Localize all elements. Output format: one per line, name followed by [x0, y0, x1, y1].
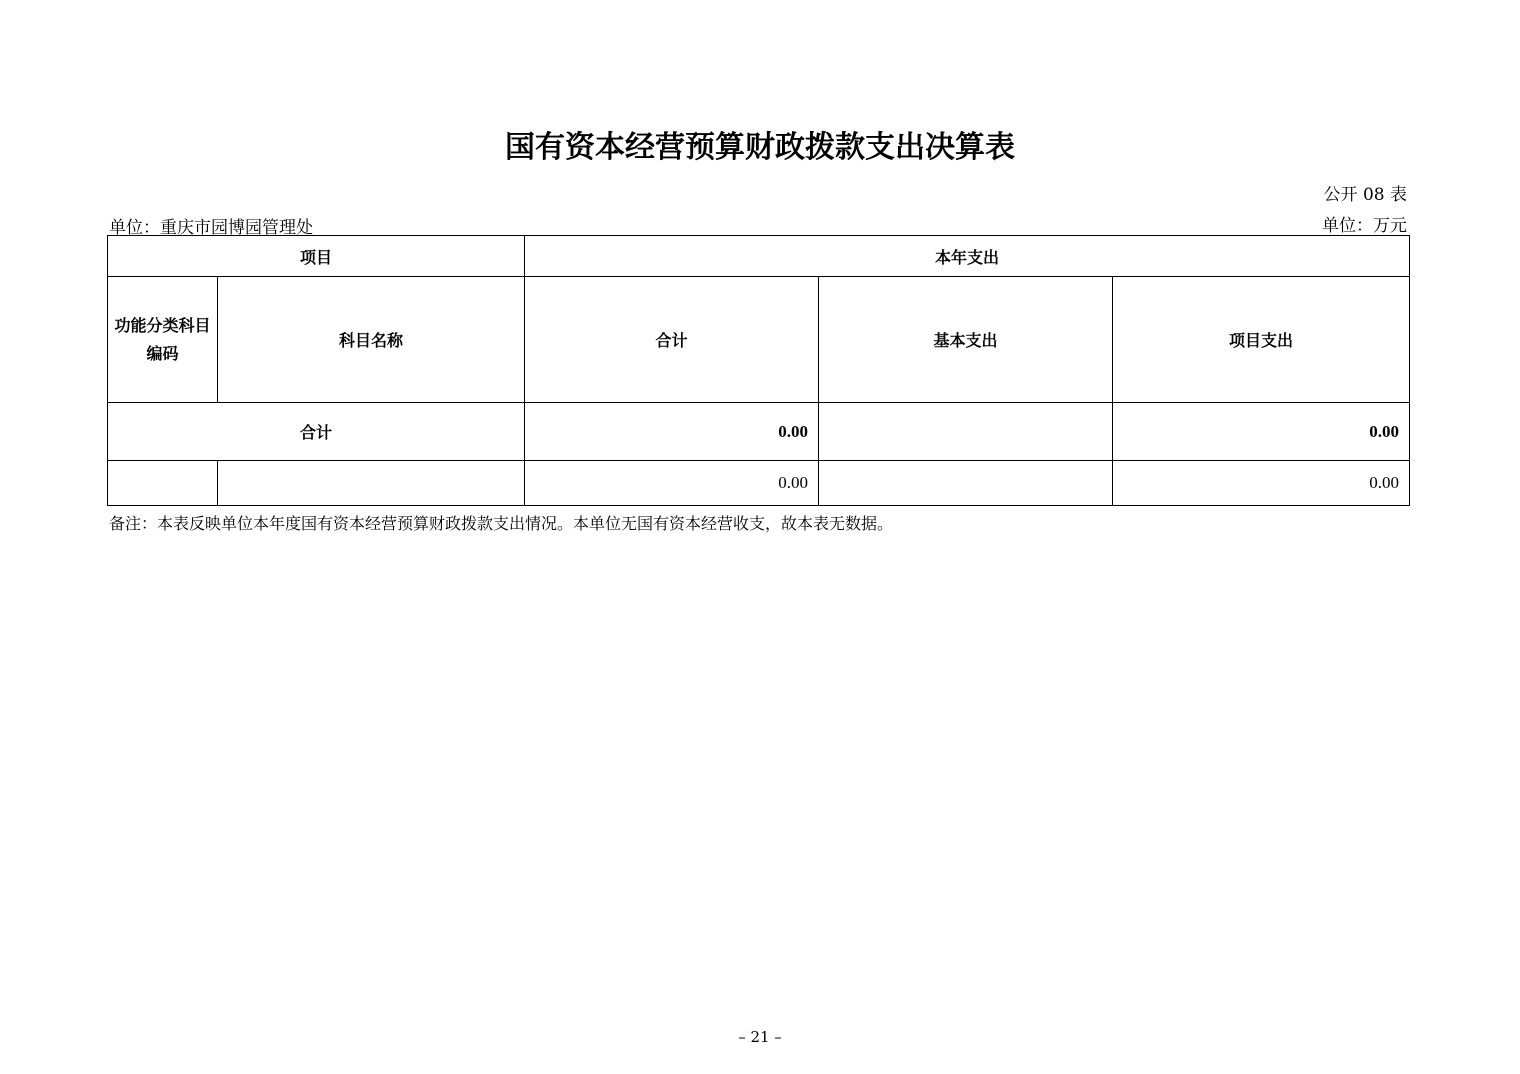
- header-function-code-label: 功能分类科目编码: [114, 315, 211, 363]
- row-basic-cell: [819, 461, 1113, 506]
- header-basic-expense: 基本支出: [819, 277, 1113, 403]
- row-name-cell: [218, 461, 525, 506]
- header-expense-group: 本年支出: [525, 236, 1410, 277]
- total-row: [108, 403, 1410, 461]
- table-note: 备注：本表反映单位本年度国有资本经营预算财政拨款支出情况。本单位无国有资本经营收支，故本表无数据。: [109, 514, 894, 533]
- total-row-project: 0.00: [1113, 403, 1410, 461]
- reporting-unit: 单位：重庆市园博园管理处: [109, 218, 313, 238]
- header-row-group: [108, 236, 1410, 277]
- total-row-basic: [819, 403, 1113, 461]
- currency-unit: 单位：万元: [1322, 216, 1407, 236]
- header-project-expense: 项目支出: [1113, 277, 1410, 403]
- header-function-code: [108, 277, 218, 403]
- header-total: 合计: [525, 277, 819, 403]
- form-number: 公开 08 表: [1323, 185, 1407, 205]
- row-project-cell: 0.00: [1113, 461, 1410, 506]
- total-row-total: 0.00: [525, 403, 819, 461]
- page-number: – 21 –: [738, 1028, 782, 1046]
- header-item-group: 项目: [108, 236, 525, 277]
- expenditure-table: [107, 235, 1410, 506]
- row-code-cell: [108, 461, 218, 506]
- header-subject-name: 科目名称: [218, 277, 525, 403]
- table-row: [108, 461, 1410, 506]
- row-total-cell: 0.00: [525, 461, 819, 506]
- page-title: 国有资本经营预算财政拨款支出决算表: [505, 130, 1015, 165]
- header-row-columns: [108, 277, 1410, 403]
- total-row-label: 合计: [108, 403, 525, 461]
